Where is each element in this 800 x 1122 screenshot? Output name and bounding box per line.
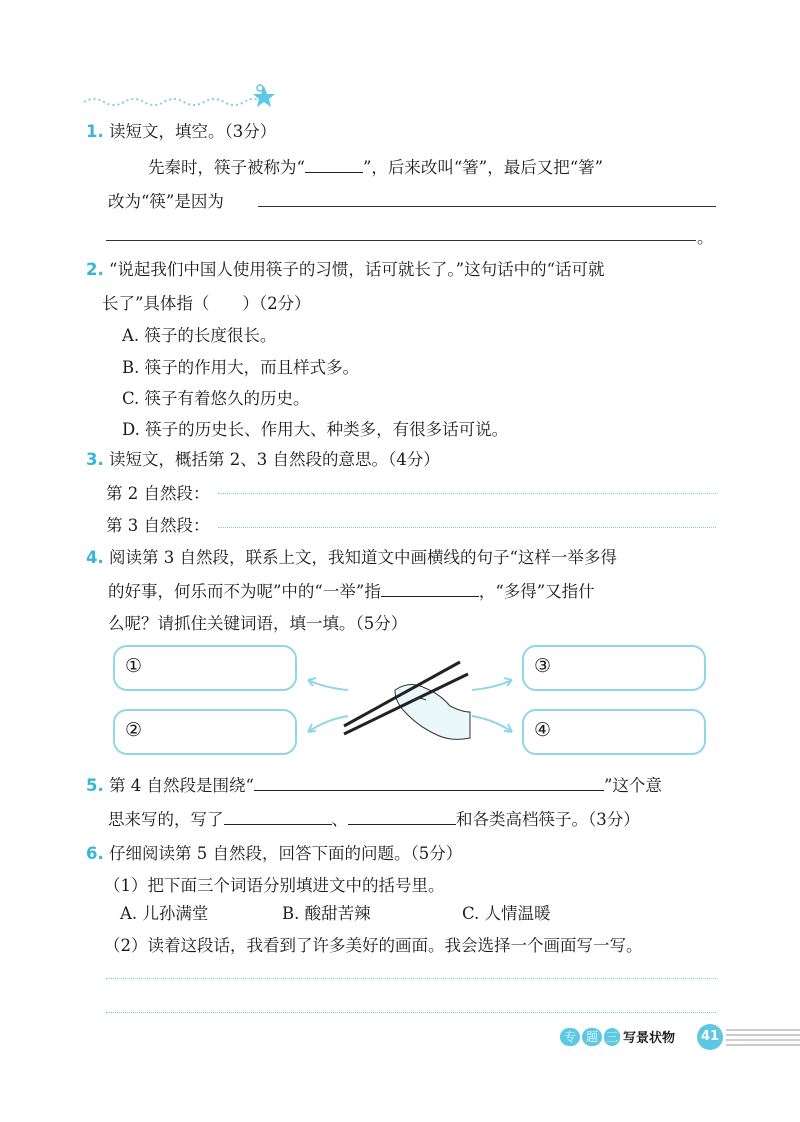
q4-box-2-label: ② [125, 719, 143, 741]
q5-text-2b: 和各类高档筷子。（3分） [456, 810, 640, 829]
arrow-to-box-2 [308, 716, 348, 732]
q1-line1 [148, 154, 603, 178]
q1-reason-label: 改为“筷”是因为 [108, 192, 224, 211]
q4-line3: 么呢？请抓住关键词语，填一填。（5分） [108, 614, 408, 633]
q6-number: 6. [86, 844, 104, 863]
q1-text-a: 先秦时，筷子被称为“ [148, 158, 305, 177]
q6-answer-line-2[interactable] [106, 1012, 716, 1013]
q5-separator: 、 [331, 810, 348, 829]
page-number: 41 [697, 1024, 723, 1050]
q6-sub1: （1）把下面三个词语分别填进文中的括号里。 [104, 876, 445, 895]
q3-title: 读短文，概括第 2、3 自然段的意思。（4分） [109, 450, 440, 469]
q4-box-3-label: ③ [534, 655, 552, 677]
q5-text-1a: 第 4 自然段是围绕“ [109, 776, 254, 795]
arrow-to-box-1 [308, 680, 348, 690]
q2-number: 2. [86, 260, 104, 279]
q1-text-b: ”，后来改叫“箸”，最后又把“箸” [362, 158, 604, 177]
q5-line2 [108, 806, 640, 830]
q3-para2-answer-line[interactable] [218, 493, 716, 494]
q1-answer-line-1[interactable] [258, 206, 716, 207]
footer-tag-2: 题 [582, 1028, 602, 1046]
q4-blank-yiju[interactable] [381, 580, 479, 597]
q1-end-mark: 。 [697, 228, 714, 247]
q4-text-2a: 的好事，何乐而不为呢”中的“一举”指 [108, 582, 381, 601]
q3-para3-label: 第 3 自然段： [106, 516, 210, 535]
q4-line1 [86, 544, 617, 568]
q5-blank-1[interactable] [224, 808, 332, 825]
q6-option-b: B. 酸甜苦辣 [282, 904, 371, 923]
q3-para2-label: 第 2 自然段： [106, 484, 210, 503]
q2-option-d[interactable]: D. 筷子的历史长、作用大、种类多，有很多话可说。 [122, 420, 509, 439]
star-icon [253, 86, 275, 107]
q4-box-1[interactable] [113, 645, 297, 691]
q4-box-4-label: ④ [534, 719, 552, 741]
q5-text-1b: ”这个意 [603, 776, 662, 795]
arrow-to-box-3 [472, 680, 512, 690]
q1-answer-line-2[interactable] [106, 240, 696, 241]
q2-option-c[interactable]: C. 筷子有着悠久的历史。 [122, 389, 310, 408]
q1-line2 [108, 188, 224, 212]
q3-title-line [86, 446, 440, 470]
footer-tag-1: 专 [560, 1028, 580, 1046]
footer-tag-3: 三 [605, 1030, 618, 1044]
q3-number: 3. [86, 450, 104, 469]
q4-box-1-label: ① [125, 655, 143, 677]
q2-line2: 长了”具体指（ ）（2分） [102, 294, 311, 313]
q4-text-1: 阅读第 3 自然段，联系上文，我知道文中画横线的句子“这样一举多得 [109, 548, 617, 567]
q5-number: 5. [86, 776, 104, 795]
q4-number: 4. [86, 548, 104, 567]
header-decoration [82, 82, 282, 114]
q5-blank-2[interactable] [348, 808, 456, 825]
q5-line1 [86, 772, 662, 796]
q2-text-1: “说起我们中国人使用筷子的习惯，话可就长了。”这句话中的“话可就 [109, 260, 605, 279]
q3-para3-answer-line[interactable] [218, 527, 716, 528]
chopsticks-hand-illustration [300, 650, 520, 760]
q5-text-2a: 思来写的，写了 [108, 810, 224, 829]
footer-section-title: 写景状物 [623, 1031, 676, 1046]
q6-title: 仔细阅读第 5 自然段，回答下面的问题。（5分） [109, 844, 463, 863]
q4-box-4[interactable] [522, 709, 706, 755]
q6-title-line [86, 840, 462, 864]
q5-blank-theme[interactable] [254, 774, 604, 791]
q2-option-b[interactable]: B. 筷子的作用大，而且样式多。 [122, 358, 360, 377]
q4-text-2b: ，“多得”又指什 [478, 582, 595, 601]
q1-title-line [86, 118, 276, 142]
q6-option-c: C. 人情温暖 [462, 904, 551, 923]
q2-option-a[interactable]: A. 筷子的长度很长。 [122, 326, 277, 345]
q4-line2 [108, 578, 595, 602]
arrow-to-box-4 [472, 716, 512, 732]
q1-number: 1. [86, 122, 104, 141]
q6-answer-line-1[interactable] [106, 978, 716, 979]
footer-lines [726, 1026, 800, 1048]
q1-blank-name[interactable] [305, 156, 363, 173]
q6-sub2: （2）读着这段话，我看到了许多美好的画面。我会选择一个画面写一写。 [104, 936, 643, 955]
q1-title: 读短文，填空。（3分） [109, 122, 277, 141]
q4-box-3[interactable] [522, 645, 706, 691]
q2-line1 [86, 256, 605, 280]
q4-box-2[interactable] [113, 709, 297, 755]
q6-option-a: A. 儿孙满堂 [120, 904, 209, 923]
